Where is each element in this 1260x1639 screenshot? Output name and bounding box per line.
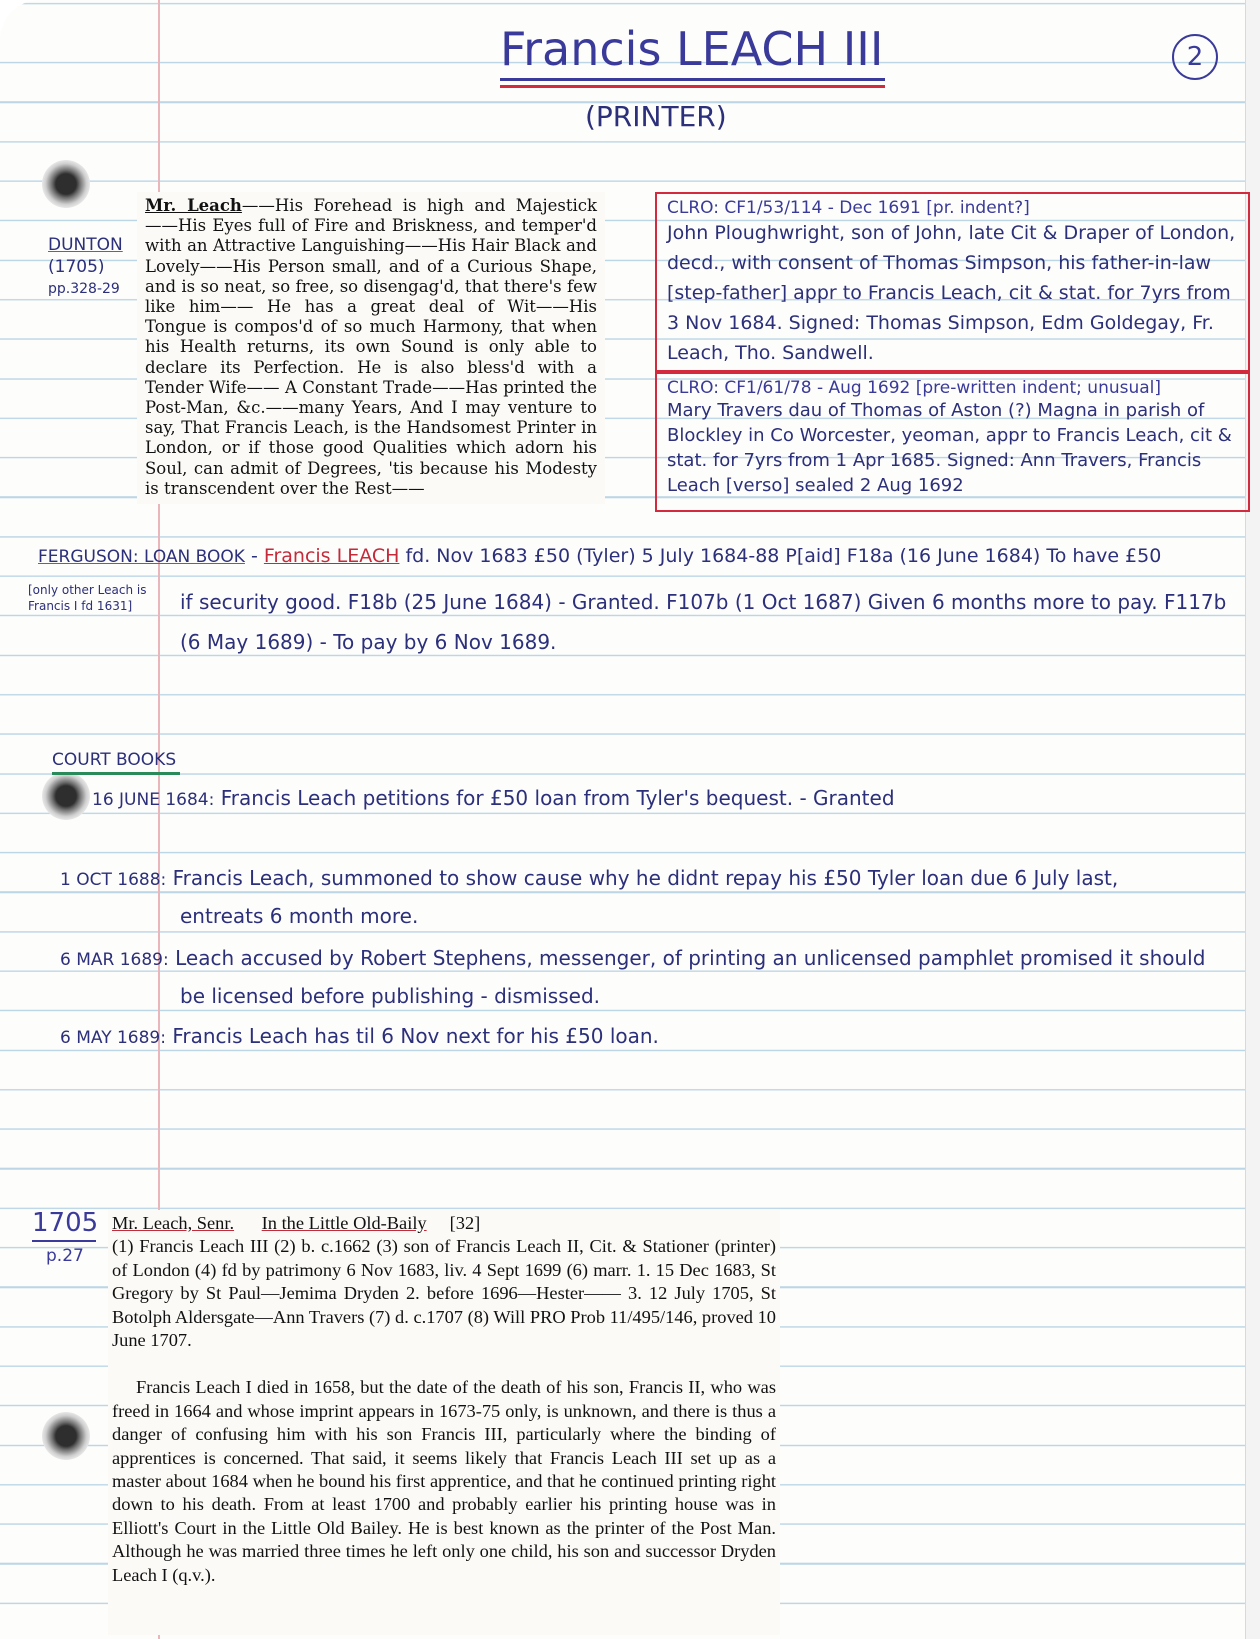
entry-date: 1 OCT 1688:	[60, 870, 167, 890]
clipping-header	[112, 1212, 776, 1235]
dunton-clipping	[137, 192, 605, 504]
biography-paragraph: Francis Leach I died in 1658, but the date of the death of his son, Francis II, who was freed in 1664 and whose imprint appears in 1673-75 only, is unknown, and there is thus a danger of confusing him with his son Francis III, particularly where the binding of apprentices is concerned. That said, it seems likely that Francis Leach III set up as a master about 1684 when he bound his first apprentice, and that he continued printing right down to his death. From at least 1700 and probably earlier his printing house was in Elliott's Court in the Little Old Bailey. He is best known as the printer of the Post Man. Although he was married three times he left only one child, his son and successor Dryden Leach I (q.v.).	[112, 1377, 776, 1585]
ferguson-heading: FERGUSON: LOAN BOOK	[38, 547, 245, 567]
page-number: 2	[1172, 34, 1218, 80]
punch-hole	[42, 160, 90, 208]
court-entry-continuation: entreats 6 month more.	[180, 904, 419, 928]
clro-head: CLRO: CF1/53/114 - Dec 1691 [pr. indent?]	[667, 198, 1030, 218]
title-underline	[500, 78, 885, 81]
ferguson-continuation: if security good. F18b (25 June 1684) - Granted. F107b (1 Oct 1687) Given 6 months more to pay. F117b (6 May 1689) - To pay by 6 Nov 1689.	[180, 590, 1227, 654]
page-title: Francis LEACH III	[500, 22, 884, 76]
court-entry	[92, 786, 895, 810]
ferguson-side-note: [only other Leach is Francis I fd 1631]	[28, 583, 147, 613]
ferguson-entry: FERGUSON: LOAN BOOK - Francis LEACH fd. Nov 1683 £50 (Tyler) 5 July 1684-88 P[aid] F18a (16 June 1684) To have £50	[38, 545, 1162, 567]
court-entry	[60, 866, 1118, 890]
entry-date: 6 MAY 1689:	[60, 1028, 166, 1048]
biography-clipping	[108, 1210, 780, 1635]
ferguson-name: Francis LEACH	[263, 545, 400, 567]
court-entry-continuation: be licensed before publishing - dismissed.	[180, 984, 600, 1008]
heading-underline	[52, 772, 180, 775]
court-books-heading: COURT BOOKS	[52, 750, 177, 770]
entry-text: Leach accused by Robert Stephens, messenger, of printing an unlicensed pamphlet promised it should	[175, 946, 1206, 970]
title-underline	[500, 85, 885, 88]
dunton-year: (1705)	[48, 257, 105, 277]
entry-text: Francis Leach petitions for £50 loan from Tyler's bequest. - Granted	[220, 786, 895, 810]
entry-date: 6 MAR 1689:	[60, 950, 169, 970]
court-entry	[60, 946, 1205, 970]
dunton-label: DUNTON	[48, 235, 123, 255]
dunton-reference	[48, 234, 128, 300]
punch-hole	[42, 772, 90, 820]
entry-text: Francis Leach has til 6 Nov next for his £50 loan.	[172, 1024, 659, 1048]
punch-hole	[42, 1412, 90, 1460]
biography-paragraph: (1) Francis Leach III (2) b. c.1662 (3) son of Francis Leach II, Cit. & Stationer (printer) of London (4) fd by patrimony 6 Nov 1683, liv. 4 Sept 1699 (6) marr. 1. 15 Dec 1683, St Gregory by St Paul—Jemima Dryden 2. before 1696—Hester—— 3. 12 July 1705, St Botolph Aldersgate—Ann Travers (7) d. c.1707 (8) Will PRO Prob 11/495/146, proved 10 June 1707.	[112, 1236, 776, 1351]
entry-text: Francis Leach, summoned to show cause why he didnt repay his £50 Tyler loan due 6 July last,	[172, 866, 1119, 890]
clipping-header-number: [32]	[449, 1213, 481, 1233]
reference-page: p.27	[46, 1246, 84, 1266]
clipping-lead: Mr. Leach	[145, 196, 242, 215]
ferguson-line: fd. Nov 1683 £50 (Tyler) 5 July 1684-88 P[aid] F18a (16 June 1684) To have £50	[405, 545, 1162, 567]
clipping-text: ——His Forehead is high and Majestick——His Eyes full of Fire and Briskness, and temper'd with an Attractive Languishing——His Hair Black and Lovely——His Person small, and of a Curious Shape, and is so neat, so free, so disengag'd, that there's few like him—— He has a great deal of Wit——His Tongue is compos'd of so much Harmony, that when his Health returns, its own Sound is only able to declare its Perfection. He is also bless'd with a Tender Wife—— A Constant Trade——Has printed the Post-Man, &c.——many Years, And I may venture to say, That Francis Leach, is the Handsomest Printer in London, or if those good Qualities which adorn his Soul, can admit of Degrees, 'tis because his Modesty is transcendent over the Rest——	[145, 196, 598, 498]
entry-date: 16 JUNE 1684:	[92, 790, 215, 810]
clro-body: Mary Travers dau of Thomas of Aston (?) Magna in parish of Blockley in Co Worcester, yeoman, appr to Francis Leach, cit & stat. for 7yrs from 1 Apr 1685. Signed: Ann Travers, Francis Leach [verso] sealed 2 Aug 1692	[667, 400, 1232, 496]
clipping-header-place: In the Little Old-Baily	[261, 1213, 427, 1233]
court-entry	[60, 1024, 659, 1048]
clro-record-1	[655, 192, 1250, 372]
clro-body: John Ploughwright, son of John, late Cit & Draper of London, decd., with consent of Thomas Simpson, his father-in-law [step-father] appr to Francis Leach, cit & stat. for 7yrs from 3 Nov 1684. Signed: Thomas Simpson, Edm Goldegay, Fr. Leach, Tho. Sandwell.	[667, 222, 1236, 364]
reference-year: 1705	[32, 1208, 99, 1238]
clro-head: CLRO: CF1/61/78 - Aug 1692 [pre-written indent; unusual]	[667, 378, 1162, 398]
dunton-pages: pp.328-29	[48, 281, 120, 297]
clro-record-2	[655, 372, 1250, 512]
year-underline	[32, 1240, 96, 1242]
clipping-header-name: Mr. Leach, Senr.	[112, 1213, 235, 1233]
page-subtitle: (PRINTER)	[585, 100, 727, 133]
